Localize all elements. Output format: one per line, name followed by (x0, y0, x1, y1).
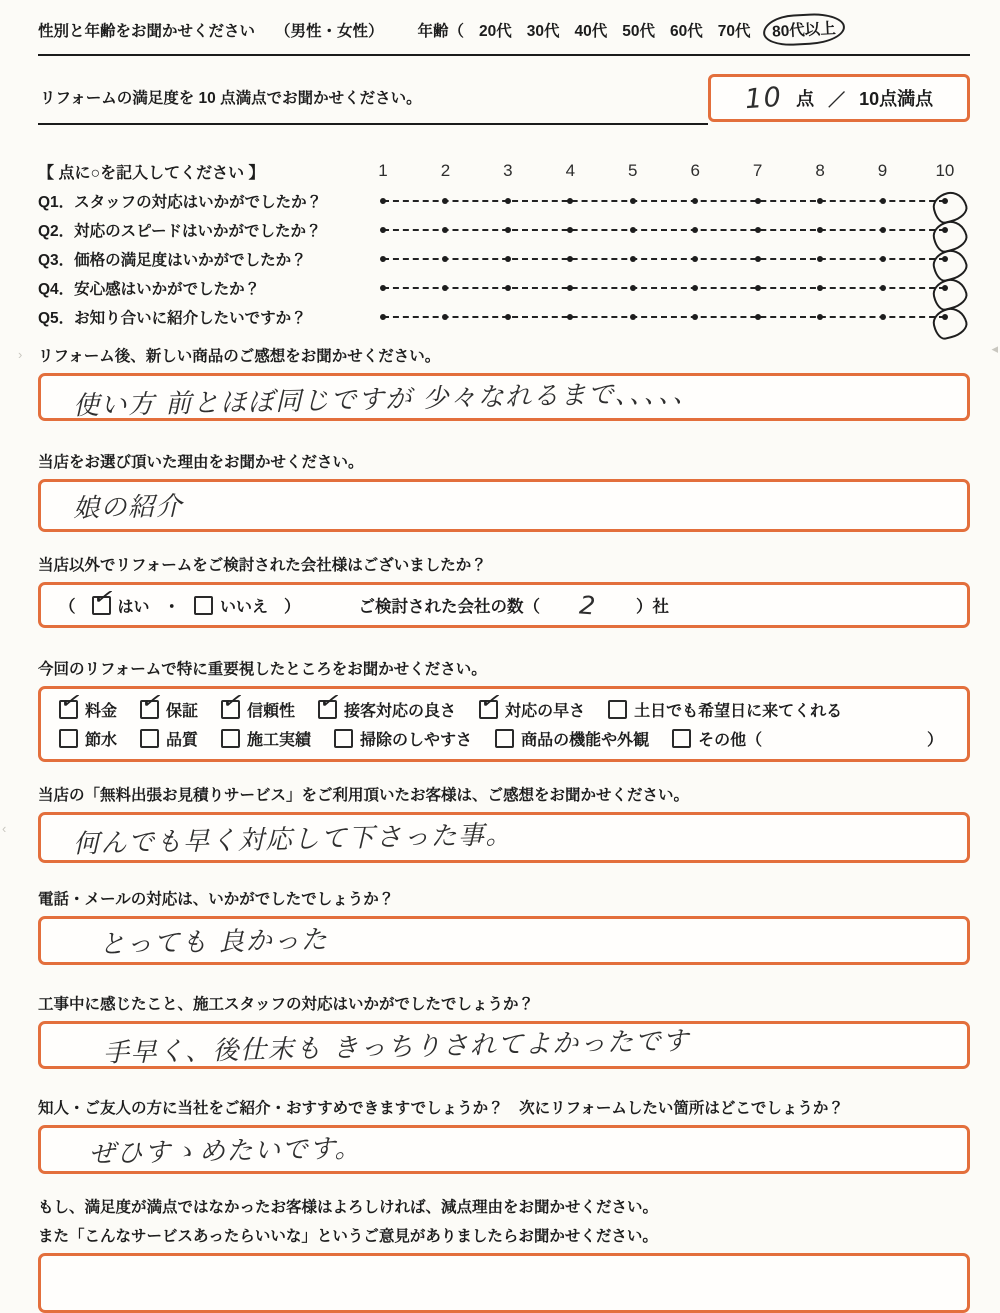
option-separator: ・ (164, 593, 181, 617)
checkmark-icon: ✓ (316, 688, 343, 715)
age-option-40s: 40代 (575, 19, 608, 41)
priority-option: ✓ 接客対応の良さ (318, 698, 456, 721)
no-option (194, 594, 268, 617)
answer-box (38, 479, 970, 532)
checkmark-icon: ✓ (477, 688, 504, 715)
rating-row-q3 (38, 246, 970, 271)
scale-dot (567, 314, 573, 320)
satisfaction-row (38, 72, 970, 138)
scale-dot (380, 227, 386, 233)
handwritten-score: 10 (744, 81, 783, 115)
scale-dot (630, 227, 636, 233)
section-label-line1: もし、満足度が満点ではなかったお客様はよろしければ、減点理由をお聞かせください。 (38, 1195, 970, 1217)
company-count-close: ）社 (636, 593, 669, 617)
paren-close: ） (284, 593, 301, 617)
answer-box (38, 1021, 970, 1069)
scale-number: 3 (503, 161, 512, 181)
scale-dot (442, 285, 448, 291)
section-label: 当店の「無料出張お見積りサービス」をご利用頂いたお客様は、ご感想をお聞かせください。 (38, 783, 970, 805)
answer-box (38, 812, 970, 863)
scale-dot (505, 227, 511, 233)
score-unit: 点 (796, 85, 814, 111)
section-phone-mail (38, 887, 970, 965)
answer-box (38, 373, 970, 421)
scan-artifact: ‹ (2, 822, 6, 835)
scale-dot (567, 285, 573, 291)
section-estimate-service (38, 783, 970, 863)
gender-age-question: 性別と年齢をお聞かせください (38, 19, 255, 41)
scale-dot (817, 285, 823, 291)
scale-number: 4 (566, 161, 575, 181)
scale-dot (755, 227, 761, 233)
scale-dot (817, 227, 823, 233)
scale-dot (755, 285, 761, 291)
priority-option: 掃除のしやすさ (334, 727, 472, 750)
section-label: 当店以外でリフォームをご検討された会社様はございましたか？ (38, 553, 970, 575)
checkbox (221, 700, 240, 719)
checkmark-icon: ✓ (90, 583, 117, 610)
competitors-answer-line (59, 591, 949, 620)
scale-dot (692, 227, 698, 233)
age-option-20s: 20代 (479, 19, 512, 41)
scale-dot (880, 314, 886, 320)
checkbox (221, 729, 240, 748)
scale-number: 6 (690, 161, 699, 181)
scale-dot (755, 198, 761, 204)
rating-header-row (38, 158, 970, 184)
handwritten-answer: とっても 良かった (59, 919, 329, 962)
checkbox (608, 700, 627, 719)
question-label: Q5．お知り合いに紹介したいですか？ (38, 306, 370, 328)
scale-dot (380, 314, 386, 320)
age-option-30s: 30代 (527, 19, 560, 41)
section-construction (38, 992, 970, 1069)
priority-option-other: その他（ (672, 727, 762, 750)
rating-row-q2 (38, 217, 970, 242)
gender-options: （男性・女性） (275, 19, 384, 41)
scale-number: 5 (628, 161, 637, 181)
scale-dot (380, 256, 386, 262)
checkmark-icon: ✓ (57, 688, 84, 715)
age-option-70s: 70代 (718, 19, 751, 41)
priorities-row-1 (59, 695, 949, 724)
scale-dot (692, 198, 698, 204)
handdrawn-circle-10 (930, 304, 970, 341)
answer-box (38, 916, 970, 965)
priority-option: ✓ 信頼性 (221, 698, 295, 721)
rating-scale-line (370, 314, 958, 320)
scale-dot (442, 314, 448, 320)
section-label: 今回のリフォームで特に重要視したところをお聞かせください。 (38, 657, 970, 679)
checkmark-icon: ✓ (219, 688, 246, 715)
age-option-80plus-circled: 80代以上 (762, 12, 845, 47)
scale-dot (692, 256, 698, 262)
paren-open: （ (59, 593, 76, 617)
scale-dot (630, 256, 636, 262)
rating-instruction: 【 点に○を記入してください 】 (38, 160, 370, 183)
handwritten-answer: 使い方 前とほぼ同じですが 少々なれるまで、、、、、 (59, 372, 701, 422)
yes-label: はい (118, 594, 150, 617)
score-slash: ／ (828, 86, 845, 111)
section-competitors (38, 553, 970, 628)
scale-dot (755, 256, 761, 262)
rating-scale-line (370, 198, 958, 204)
scale-dot (442, 227, 448, 233)
question-label: Q2．対応のスピードはいかがでしたか？ (38, 219, 370, 241)
section-label-line2: また「こんなサービスあったらいいな」というご意見がありましたらお聞かせください。 (38, 1224, 970, 1246)
scale-dot (817, 256, 823, 262)
section-referral (38, 1096, 970, 1174)
rating-scale-line (370, 285, 958, 291)
section-label: 知人・ご友人の方に当社をご紹介・おすすめできますでしょうか？ 次にリフォームしたい箇所はどこでしょうか？ (38, 1096, 970, 1118)
gender-age-header (38, 14, 970, 56)
section-label: 工事中に感じたこと、施工スタッフの対応はいかがでしたでしょうか？ (38, 992, 970, 1014)
question-label: Q3．価格の満足度はいかがでしたか？ (38, 248, 370, 270)
yes-option (92, 594, 150, 617)
scale-dot (817, 198, 823, 204)
handwritten-answer: ぜひすゝめたいです。 (59, 1128, 363, 1171)
scale-dot (567, 256, 573, 262)
section-product-feedback (38, 344, 970, 421)
question-label: Q1．スタッフの対応はいかがでしたか？ (38, 190, 370, 212)
scale-number: 9 (878, 161, 887, 181)
checkmark-icon: ✓ (138, 688, 165, 715)
handwritten-company-count: 2 (539, 587, 637, 623)
company-count-label: ご検討された会社の数（ (359, 593, 541, 617)
question-label: Q4．安心感はいかがでしたか？ (38, 277, 370, 299)
priority-option: 土日でも希望日に来てくれる (608, 698, 842, 721)
scale-dot (380, 285, 386, 291)
priority-option: ✓ 料金 (59, 698, 117, 721)
rating-matrix (38, 158, 970, 329)
handwritten-answer: 娘の紹介 (59, 486, 184, 526)
checkbox (318, 700, 337, 719)
checkbox (334, 729, 353, 748)
section-label: 電話・メールの対応は、いかがでしたでしょうか？ (38, 887, 970, 909)
checkbox (479, 700, 498, 719)
priority-option: 節水 (59, 727, 117, 750)
scale-dot (505, 198, 511, 204)
priority-option: 施工実績 (221, 727, 311, 750)
scale-dot (817, 314, 823, 320)
priorities-row-2 (59, 724, 949, 753)
section-priorities (38, 657, 970, 762)
scan-artifact: ◂ (991, 342, 998, 355)
scale-dot (442, 198, 448, 204)
priority-option: 品質 (140, 727, 198, 750)
age-label: 年齢（ (418, 19, 465, 41)
other-close-paren: ） (927, 727, 943, 750)
checkbox (140, 700, 159, 719)
checkbox (495, 729, 514, 748)
rating-row-q1 (38, 188, 970, 213)
scale-dot (505, 314, 511, 320)
age-option-60s: 60代 (670, 19, 703, 41)
rating-scale-line (370, 256, 958, 262)
scale-dot (880, 256, 886, 262)
scale-dot (630, 198, 636, 204)
priority-option: ✓ 対応の早さ (479, 698, 585, 721)
satisfaction-question: リフォームの満足度を 10 点満点でお聞かせください。 (38, 72, 708, 125)
checkbox (59, 729, 78, 748)
scale-dot (692, 314, 698, 320)
scale-dot (505, 256, 511, 262)
answer-box (38, 1125, 970, 1174)
scale-dot (692, 285, 698, 291)
satisfaction-score-box (708, 74, 970, 122)
section-reason (38, 450, 970, 532)
scale-dot (380, 198, 386, 204)
section-label: リフォーム後、新しい商品のご感想をお聞かせください。 (38, 344, 970, 366)
handwritten-answer: 手早く、後仕末も きっちりされてよかったです (59, 1020, 690, 1070)
scale-dot (505, 285, 511, 291)
scale-number: 1 (378, 161, 387, 181)
rating-row-q4 (38, 275, 970, 300)
no-label: いいえ (220, 594, 268, 617)
rating-scale-line (370, 227, 958, 233)
scale-dot (567, 227, 573, 233)
rating-row-q5 (38, 304, 970, 329)
checkbox (672, 729, 691, 748)
checkbox (140, 729, 159, 748)
scale-dot (630, 285, 636, 291)
scale-number: 10 (935, 161, 954, 181)
section-deduction (38, 1195, 970, 1313)
answer-box (38, 686, 970, 762)
priority-option: 商品の機能や外観 (495, 727, 649, 750)
scale-dot (880, 285, 886, 291)
handwritten-answer: 何んでも早く対応して下さった事。 (59, 814, 514, 861)
age-option-50s: 50代 (622, 19, 655, 41)
score-max-label: 10点満点 (859, 85, 933, 111)
scale-dot (567, 198, 573, 204)
scale-dot (880, 227, 886, 233)
checkbox-no (194, 596, 213, 615)
scale-number: 7 (753, 161, 762, 181)
scan-artifact: › (18, 348, 22, 361)
scale-dot (630, 314, 636, 320)
scale-dot (442, 256, 448, 262)
checkbox-yes (92, 596, 111, 615)
checkbox (59, 700, 78, 719)
section-label: 当店をお選び頂いた理由をお聞かせください。 (38, 450, 970, 472)
rating-scale-numbers (370, 161, 958, 181)
answer-box (38, 582, 970, 628)
answer-box-empty (38, 1253, 970, 1313)
scale-dot (880, 198, 886, 204)
scale-number: 8 (815, 161, 824, 181)
scale-number: 2 (441, 161, 450, 181)
scale-dot (755, 314, 761, 320)
priority-option: ✓ 保証 (140, 698, 198, 721)
